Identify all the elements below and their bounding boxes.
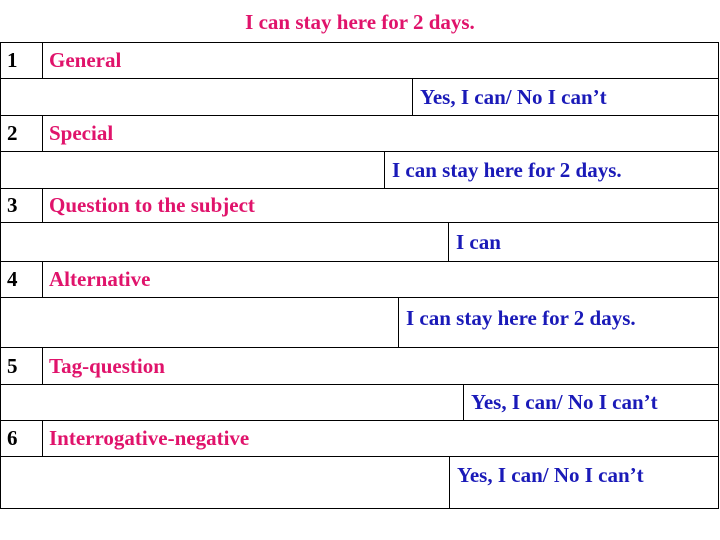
answer-row-5 [1, 385, 718, 420]
answer-row-3 [1, 223, 718, 261]
answer-text: I can stay here for 2 days. [384, 152, 622, 188]
type-row-3 [1, 189, 718, 222]
answer-row-4 [1, 298, 718, 347]
answer-row-1 [1, 79, 718, 115]
type-row-5 [1, 348, 718, 384]
row-number: 1 [1, 43, 43, 78]
page-title: I can stay here for 2 days. [245, 10, 475, 34]
answer-text: I can [448, 223, 501, 261]
answer-text: Yes, I can/ No I can’t [412, 79, 607, 115]
answer-row-2 [1, 152, 718, 188]
answer-text: Yes, I can/ No I can’t [463, 385, 658, 420]
row-number: 4 [1, 262, 43, 297]
type-row-6 [1, 421, 718, 456]
type-row-2 [1, 116, 718, 151]
type-row-1 [1, 43, 718, 78]
answer-row-6 [1, 457, 718, 508]
row-number: 3 [1, 189, 43, 222]
type-row-4 [1, 262, 718, 297]
question-types-table [0, 42, 719, 509]
question-type-label: Interrogative-negative [49, 426, 250, 450]
question-type-label: Alternative [49, 267, 151, 291]
row-number: 2 [1, 116, 43, 151]
question-type-label: Tag-question [49, 353, 165, 378]
question-type-label: General [49, 48, 122, 72]
row-number: 5 [1, 348, 43, 384]
question-type-label: Question to the subject [49, 193, 255, 217]
answer-text: Yes, I can/ No I can’t [449, 457, 644, 508]
question-type-label: Special [49, 121, 114, 145]
row-number: 6 [1, 421, 43, 456]
answer-text: I can stay here for 2 days. [398, 298, 636, 347]
